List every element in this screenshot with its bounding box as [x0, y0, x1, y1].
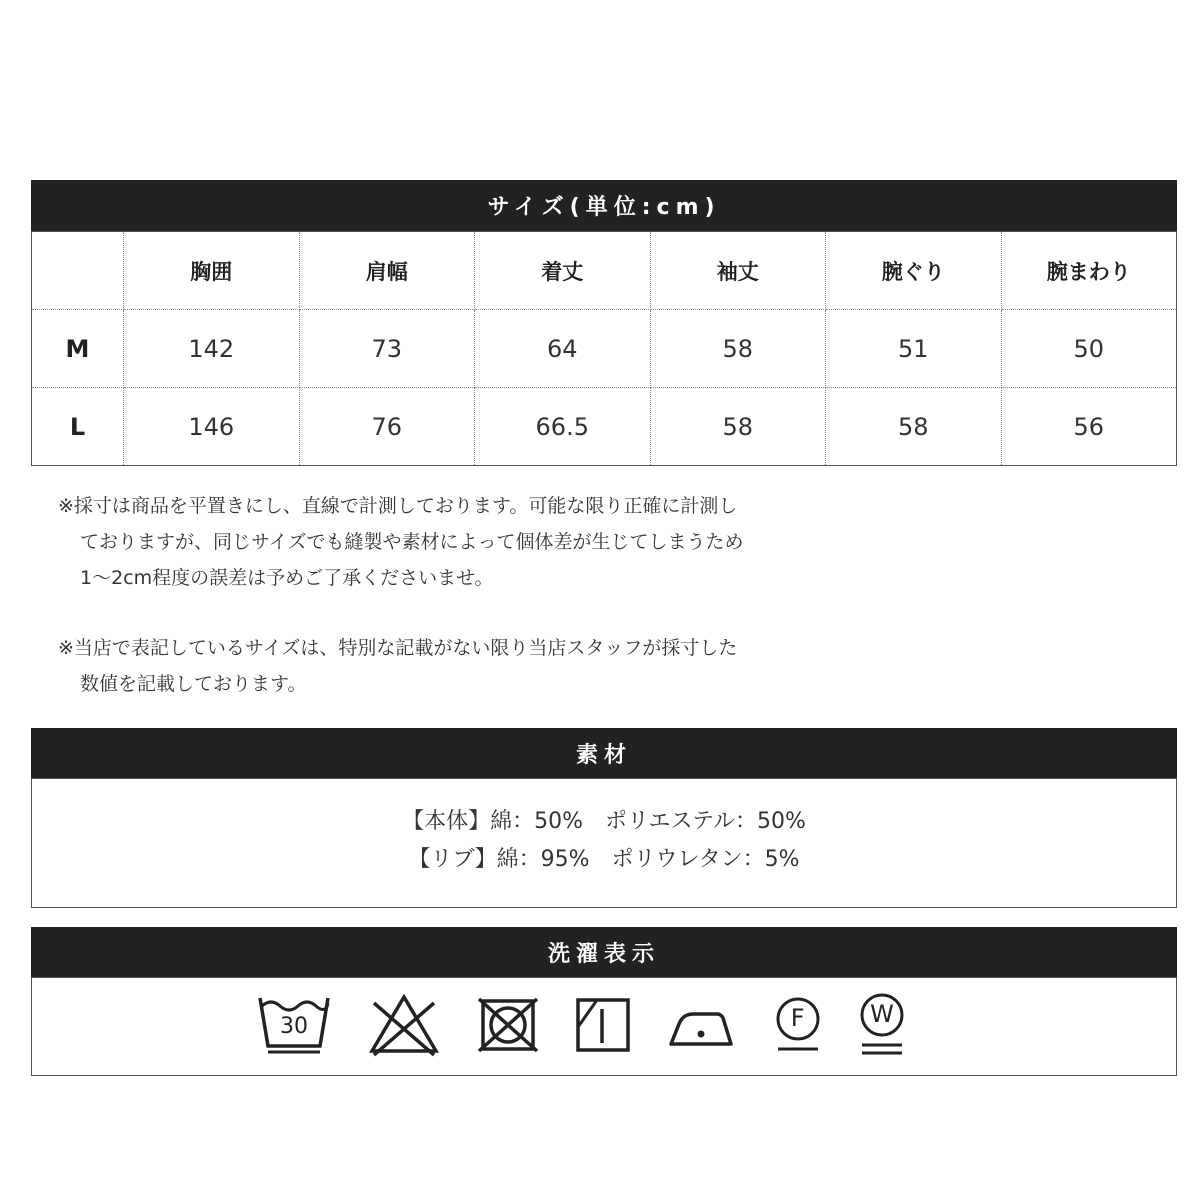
line-dry-shade-icon [575, 997, 631, 1053]
material-header [31, 728, 1177, 778]
note-text: 数値を記載しております。 [80, 673, 307, 695]
material-rib-line: 【リブ】綿：95% ポリウレタン：5% [408, 847, 800, 872]
no-tumble-dry-icon [477, 997, 539, 1053]
col-header-shoulder: 肩幅 [299, 232, 475, 310]
material-body-line: 【本体】綿：50% ポリエステル：50% [402, 809, 806, 834]
table-cell: 58 [650, 388, 826, 466]
wash-30-icon [256, 994, 332, 1056]
size-table-header-row [32, 232, 1177, 310]
size-header [31, 180, 1177, 231]
wet-clean-letter: W [870, 1000, 894, 1028]
note-text: ておりますが、同じサイズでも縫製や素材によって個体差が生じてしまうため [80, 531, 744, 553]
table-cell: 51 [826, 310, 1002, 388]
table-cell: 73 [299, 310, 475, 388]
iron-low-icon [667, 1002, 737, 1048]
note-text: 1〜2cm程度の誤差は予めご了承くださいませ。 [80, 567, 494, 589]
row-label-l: L [32, 388, 124, 466]
table-cell: 76 [299, 388, 475, 466]
wash-temp-label: 30 [280, 1014, 308, 1039]
wet-clean-w-icon [858, 993, 906, 1057]
row-label-m: M [32, 310, 124, 388]
size-table [31, 231, 1177, 466]
table-row [32, 388, 1177, 466]
note-text: ※採寸は商品を平置きにし、直線で計測しております。可能な限り正確に計測し [58, 495, 738, 517]
col-header-armhole: 腕ぐり [826, 232, 1002, 310]
table-cell: 146 [124, 388, 300, 466]
col-header-chest: 胸囲 [124, 232, 300, 310]
table-cell: 64 [475, 310, 651, 388]
table-cell: 66.5 [475, 388, 651, 466]
material-box [31, 778, 1177, 908]
table-row [32, 310, 1177, 388]
table-cell: 56 [1001, 388, 1177, 466]
dry-clean-f-icon [774, 995, 822, 1055]
care-title: 洗濯表示 [547, 941, 660, 967]
table-cell: 58 [650, 310, 826, 388]
table-cell: 50 [1001, 310, 1177, 388]
size-corner-cell [32, 232, 124, 310]
no-bleach-icon [368, 993, 440, 1057]
care-icons [256, 992, 906, 1058]
col-header-length: 着丈 [475, 232, 651, 310]
table-cell: 142 [124, 310, 300, 388]
size-title: サイズ(単位:cm) [487, 195, 721, 220]
dry-clean-letter: F [790, 1004, 805, 1032]
note-text: ※当店で表記しているサイズは、特別な記載がない限り当店スタッフが採寸した [58, 637, 738, 659]
col-header-sleeve: 袖丈 [650, 232, 826, 310]
size-notes-2 [58, 630, 878, 702]
material-title: 素材 [575, 742, 632, 768]
col-header-arm-circumference: 腕まわり [1001, 232, 1177, 310]
size-notes [58, 488, 878, 596]
table-cell: 58 [826, 388, 1002, 466]
care-header [31, 927, 1177, 977]
